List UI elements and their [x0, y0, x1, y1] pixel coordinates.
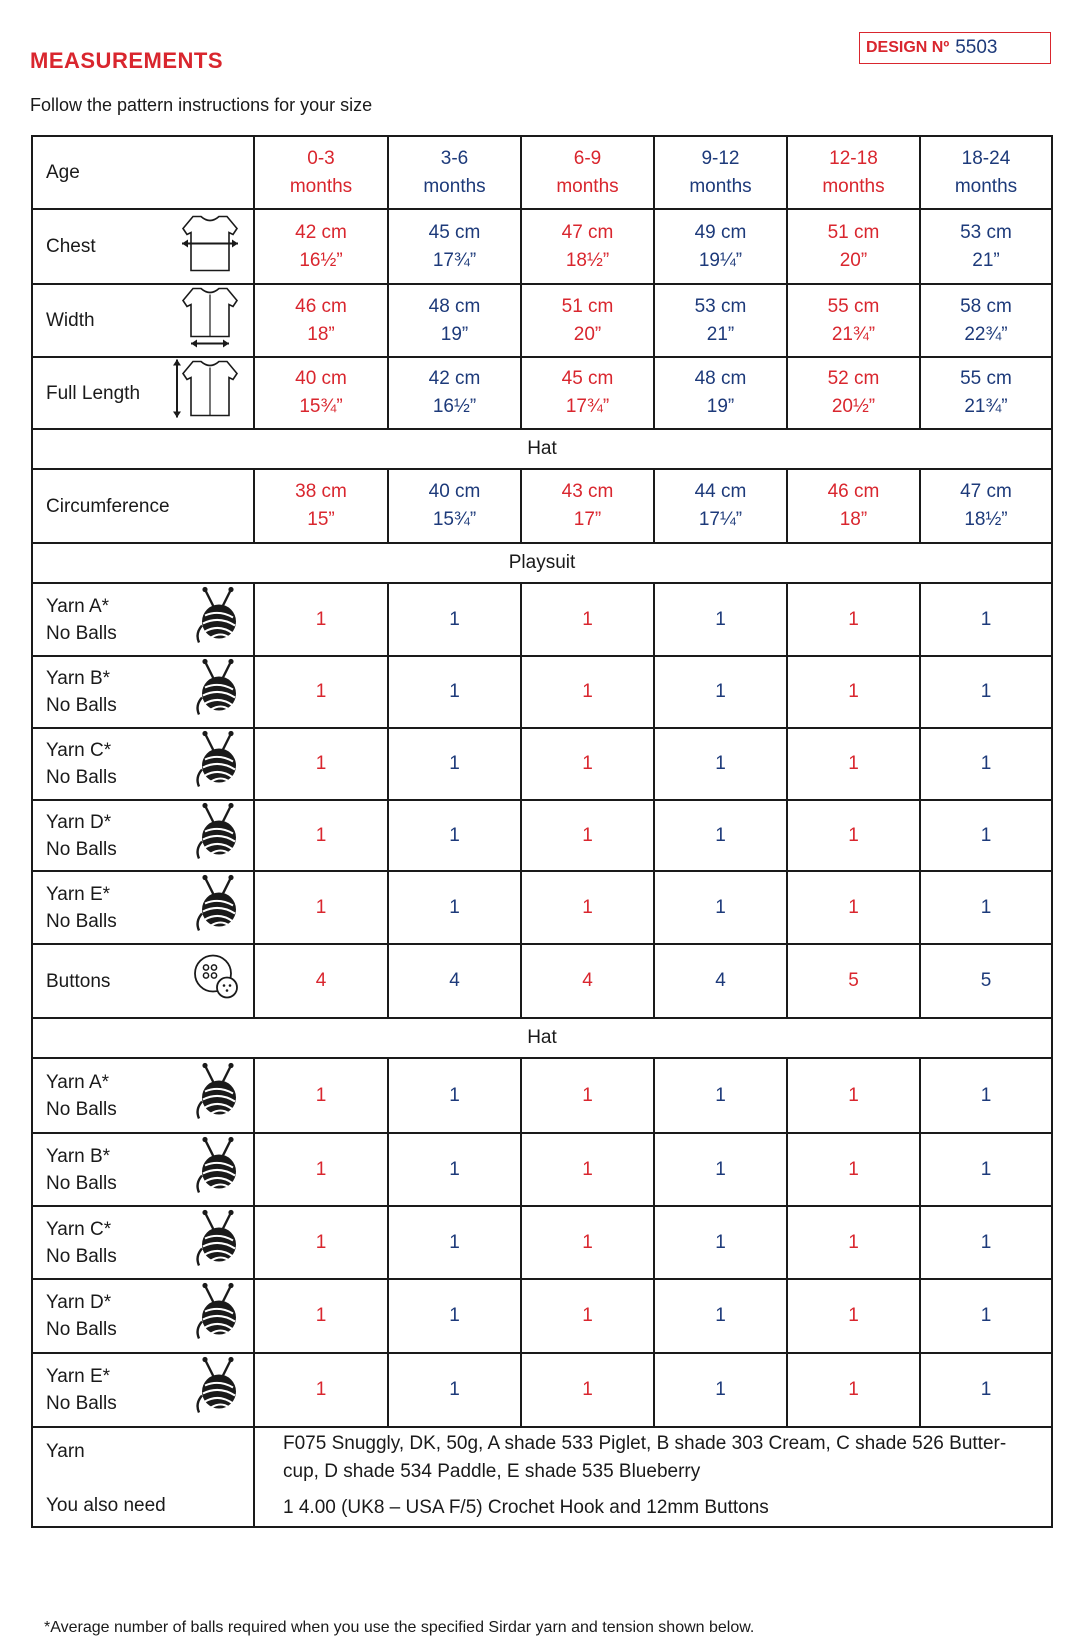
metric-value: 40 cm: [428, 481, 481, 502]
ball-count: 1: [254, 1133, 388, 1206]
design-number: 5503: [955, 37, 998, 58]
row-label: [32, 1353, 254, 1427]
metric-value: 45 cm: [561, 368, 614, 389]
measurement-cell: [254, 357, 388, 429]
ball-count: 1: [654, 583, 787, 656]
yarn-ball-icon: [193, 1061, 241, 1130]
yarn-ball-icon: [193, 1282, 241, 1351]
row-label: [32, 1058, 254, 1133]
ball-count: 1: [388, 728, 521, 800]
also-need-label: You also need: [46, 1495, 166, 1516]
materials-details: [254, 1427, 1052, 1527]
button-count: 5: [787, 944, 920, 1018]
ball-count: 1: [920, 728, 1052, 800]
row-label: [32, 583, 254, 656]
row-label: [32, 728, 254, 800]
ball-count: 1: [254, 1058, 388, 1133]
row-label: [32, 357, 254, 429]
ball-count: 1: [920, 656, 1052, 728]
yarn-row: [32, 871, 1052, 944]
metric-value: 45 cm: [428, 221, 481, 243]
measurement-cell: [654, 284, 787, 357]
row-label: [32, 1133, 254, 1206]
imperial-value: 17¾”: [432, 249, 477, 271]
measurement-cell: [920, 284, 1052, 357]
yarn-ball-icon: [193, 1356, 241, 1425]
size-unit: months: [822, 175, 885, 197]
metric-value: 53 cm: [960, 221, 1012, 243]
ball-count: 1: [654, 1206, 787, 1279]
measurement-cell: [521, 209, 654, 284]
yarn-row: [32, 1279, 1052, 1353]
imperial-value: 18”: [839, 509, 868, 530]
section-heading: Hat: [32, 1018, 1052, 1058]
imperial-value: 18”: [307, 323, 335, 345]
measurement-cell: [254, 209, 388, 284]
row-label-text: Yarn E*: [46, 1366, 111, 1387]
imperial-value: 20”: [839, 249, 868, 271]
ball-count: 1: [920, 1133, 1052, 1206]
size-range: 0-3: [307, 147, 335, 169]
row-label-text: Yarn C*: [46, 1218, 112, 1240]
subtitle: Follow the pattern instructions for your size: [30, 95, 373, 115]
row-label-text: No Balls: [46, 1245, 117, 1267]
yarn-row: [32, 583, 1052, 656]
measurement-cell: [521, 357, 654, 429]
row-label: [32, 469, 254, 543]
size-range: 12-18: [829, 147, 878, 169]
ball-count: 1: [388, 1058, 521, 1133]
metric-value: 46 cm: [295, 295, 347, 317]
row-label: [32, 209, 254, 284]
measurement-cell: [654, 209, 787, 284]
measurement-cell: [787, 357, 920, 429]
size-range: 3-6: [440, 147, 469, 169]
measurement-cell: [920, 209, 1052, 284]
ball-count: 1: [787, 1206, 920, 1279]
measurement-cell: [787, 284, 920, 357]
imperial-value: 20”: [573, 323, 602, 345]
yarn-row: [32, 1353, 1052, 1427]
row-label: [32, 1279, 254, 1353]
row-label-text: Yarn A*: [46, 1071, 110, 1093]
measurement-row: [32, 469, 1052, 543]
ball-count: 1: [920, 1279, 1052, 1353]
ball-count: 1: [654, 1279, 787, 1353]
row-label-text: No Balls: [46, 910, 117, 932]
metric-value: 44 cm: [694, 481, 747, 502]
measurement-cell: [521, 284, 654, 357]
yarn-row: [32, 1133, 1052, 1206]
ball-count: 1: [787, 728, 920, 800]
row-label: [32, 136, 254, 209]
ball-count: 1: [254, 800, 388, 871]
ball-count: 1: [654, 656, 787, 728]
row-label-text: Chest: [46, 236, 96, 257]
chest-measure-icon: [179, 210, 241, 283]
metric-value: 52 cm: [827, 368, 880, 389]
imperial-value: 17¾”: [565, 396, 610, 417]
imperial-value: 17¼”: [698, 509, 743, 530]
yarn-ball-icon: [193, 585, 241, 654]
metric-value: 55 cm: [960, 368, 1012, 389]
metric-value: 51 cm: [561, 295, 614, 317]
metric-value: 43 cm: [561, 481, 614, 502]
button-count: 5: [920, 944, 1052, 1018]
ball-count: 1: [787, 800, 920, 871]
metric-value: 51 cm: [827, 221, 880, 243]
size-range: 9-12: [701, 147, 740, 169]
ball-count: 1: [521, 871, 654, 944]
ball-count: 1: [388, 1353, 521, 1427]
ball-count: 1: [787, 871, 920, 944]
row-label-text: No Balls: [46, 1098, 117, 1120]
measurement-cell: [654, 469, 787, 543]
yarn-row: [32, 1206, 1052, 1279]
ball-count: 1: [521, 583, 654, 656]
ball-count: 1: [920, 583, 1052, 656]
materials-labels: [32, 1427, 254, 1527]
ball-count: 1: [388, 1206, 521, 1279]
ball-count: 1: [254, 728, 388, 800]
imperial-value: 18½”: [964, 509, 1008, 530]
metric-value: 48 cm: [428, 295, 481, 317]
size-range: 18-24: [961, 147, 1011, 169]
measurement-row: [32, 209, 1052, 284]
metric-value: 40 cm: [295, 368, 347, 389]
size-unit: months: [423, 175, 486, 197]
ball-count: 1: [521, 1058, 654, 1133]
measurement-cell: [254, 469, 388, 543]
size-header: [388, 136, 521, 209]
ball-count: 1: [920, 1206, 1052, 1279]
imperial-value: 21¾”: [964, 396, 1008, 417]
metric-value: 55 cm: [827, 295, 880, 317]
row-label-text: Age: [46, 162, 80, 183]
imperial-value: 21”: [972, 249, 1000, 271]
yarn-ball-icon: [193, 1208, 241, 1277]
size-header: [920, 136, 1052, 209]
size-unit: months: [689, 175, 752, 197]
imperial-value: 17”: [573, 509, 602, 530]
ball-count: 1: [254, 1206, 388, 1279]
measurement-cell: [388, 209, 521, 284]
row-label: [32, 656, 254, 728]
size-unit: months: [556, 175, 619, 197]
ball-count: 1: [521, 1206, 654, 1279]
metric-value: 49 cm: [694, 221, 747, 243]
row-label-text: No Balls: [46, 767, 117, 788]
yarn-ball-icon: [193, 658, 241, 727]
measurement-cell: [388, 469, 521, 543]
yarn-ball-icon: [193, 1135, 241, 1204]
yarn-description: F075 Snuggly, DK, 50g, A shade 533 Piglet, B shade 303 Cream, C shade 526 Butter-cup, D shade 534 Paddle, E shade 535 Blueberry: [283, 1433, 1007, 1482]
ball-count: 1: [654, 1133, 787, 1206]
ball-count: 1: [920, 1353, 1052, 1427]
size-range: 6-9: [573, 147, 602, 169]
ball-count: 1: [254, 583, 388, 656]
width-measure-icon: [179, 284, 241, 357]
row-label-text: Yarn D*: [46, 1292, 112, 1313]
ball-count: 1: [521, 1279, 654, 1353]
row-label-text: Buttons: [46, 970, 111, 992]
measurements-table: [31, 135, 1053, 1528]
metric-value: 38 cm: [295, 481, 347, 502]
imperial-value: 20½”: [831, 396, 876, 417]
ball-count: 1: [787, 1058, 920, 1133]
row-label-text: No Balls: [46, 695, 117, 716]
measurement-cell: [521, 469, 654, 543]
measurement-cell: [388, 357, 521, 429]
ball-count: 1: [388, 800, 521, 871]
row-label-text: No Balls: [46, 1172, 117, 1194]
ball-count: 1: [654, 871, 787, 944]
row-label: [32, 284, 254, 357]
ball-count: 1: [920, 1058, 1052, 1133]
ball-count: 1: [654, 1353, 787, 1427]
footnote: *Average number of balls required when you use the specified Sirdar yarn and tension shown below.: [44, 1619, 755, 1636]
materials-row: [32, 1427, 1052, 1527]
ball-count: 1: [654, 1058, 787, 1133]
section-heading-row: [32, 429, 1052, 469]
row-label-text: Full Length: [46, 382, 141, 404]
ball-count: 1: [254, 1279, 388, 1353]
imperial-value: 22¾”: [964, 323, 1008, 345]
ball-count: 1: [654, 800, 787, 871]
section-heading-row: [32, 543, 1052, 583]
row-label: [32, 871, 254, 944]
design-label: DESIGN Nº: [866, 39, 950, 56]
ball-count: 1: [521, 1133, 654, 1206]
ball-count: 1: [920, 800, 1052, 871]
row-label-text: No Balls: [46, 838, 117, 860]
imperial-value: 15”: [307, 509, 335, 530]
row-label-text: Yarn B*: [46, 1145, 111, 1167]
yarn-row: [32, 1058, 1052, 1133]
metric-value: 47 cm: [561, 221, 614, 243]
ball-count: 1: [521, 656, 654, 728]
yarn-ball-icon: [193, 801, 241, 870]
ball-count: 1: [787, 1279, 920, 1353]
button-count: 4: [654, 944, 787, 1018]
ball-count: 1: [521, 1353, 654, 1427]
size-header: [654, 136, 787, 209]
button-count: 4: [254, 944, 388, 1018]
yarn-row: [32, 656, 1052, 728]
measurement-cell: [920, 357, 1052, 429]
metric-value: 47 cm: [960, 481, 1012, 502]
yarn-row: [32, 728, 1052, 800]
section-heading: Hat: [32, 429, 1052, 469]
row-label-text: No Balls: [46, 622, 117, 644]
metric-value: 42 cm: [428, 368, 481, 389]
size-header: [521, 136, 654, 209]
ball-count: 1: [388, 871, 521, 944]
ball-count: 1: [388, 583, 521, 656]
ball-count: 1: [787, 1353, 920, 1427]
design-number-badge: [859, 32, 1051, 64]
ball-count: 1: [654, 728, 787, 800]
size-header: [787, 136, 920, 209]
measurement-row: [32, 357, 1052, 429]
ball-count: 1: [254, 1353, 388, 1427]
also-need-description: 1 4.00 (UK8 – USA F/5) Crochet Hook and 12mm Buttons: [283, 1497, 769, 1518]
buttons-icon: [193, 953, 241, 1010]
size-unit: months: [954, 175, 1018, 197]
yarn-row: [32, 800, 1052, 871]
yarn-label: Yarn: [46, 1441, 85, 1462]
row-label-text: Yarn A*: [46, 595, 110, 617]
imperial-value: 15¾”: [299, 396, 343, 417]
imperial-value: 15¾”: [432, 509, 477, 530]
row-label-text: Yarn E*: [46, 883, 111, 905]
measurement-cell: [254, 284, 388, 357]
ball-count: 1: [920, 871, 1052, 944]
section-heading-row: [32, 1018, 1052, 1058]
imperial-value: 16½”: [432, 396, 477, 417]
ball-count: 1: [388, 1133, 521, 1206]
ball-count: 1: [787, 1133, 920, 1206]
row-label-text: Yarn C*: [46, 740, 112, 761]
ball-count: 1: [388, 1279, 521, 1353]
yarn-ball-icon: [193, 873, 241, 942]
imperial-value: 19¼”: [698, 249, 743, 271]
row-label: [32, 1206, 254, 1279]
buttons-row: [32, 944, 1052, 1018]
length-measure-icon: [171, 356, 241, 431]
button-count: 4: [388, 944, 521, 1018]
measurement-cell: [787, 209, 920, 284]
size-unit: months: [289, 175, 353, 197]
imperial-value: 18½”: [565, 249, 610, 271]
ball-count: 1: [521, 800, 654, 871]
row-label-text: Yarn D*: [46, 811, 112, 833]
ball-count: 1: [388, 656, 521, 728]
age-row: [32, 136, 1052, 209]
row-label-text: No Balls: [46, 1393, 117, 1414]
row-label-text: Circumference: [46, 495, 170, 517]
metric-value: 58 cm: [960, 295, 1012, 317]
measurement-cell: [654, 357, 787, 429]
row-label: [32, 800, 254, 871]
measurement-row: [32, 284, 1052, 357]
ball-count: 1: [787, 583, 920, 656]
yarn-ball-icon: [193, 730, 241, 799]
imperial-value: 21¾”: [831, 323, 876, 345]
row-label-text: No Balls: [46, 1319, 117, 1340]
ball-count: 1: [254, 871, 388, 944]
page-title: MEASUREMENTS: [30, 48, 224, 73]
imperial-value: 19”: [706, 396, 735, 417]
row-label-text: Yarn B*: [46, 668, 111, 689]
row-label-text: Width: [46, 310, 95, 331]
imperial-value: 16½”: [299, 249, 343, 271]
row-label: [32, 944, 254, 1018]
metric-value: 48 cm: [694, 368, 747, 389]
measurement-cell: [787, 469, 920, 543]
imperial-value: 21”: [706, 323, 735, 345]
measurement-cell: [920, 469, 1052, 543]
metric-value: 46 cm: [827, 481, 880, 502]
metric-value: 53 cm: [694, 295, 747, 317]
size-header: [254, 136, 388, 209]
ball-count: 1: [254, 656, 388, 728]
metric-value: 42 cm: [295, 221, 347, 243]
imperial-value: 19”: [440, 323, 469, 345]
section-heading: Playsuit: [32, 543, 1052, 583]
ball-count: 1: [521, 728, 654, 800]
ball-count: 1: [787, 656, 920, 728]
measurement-cell: [388, 284, 521, 357]
button-count: 4: [521, 944, 654, 1018]
